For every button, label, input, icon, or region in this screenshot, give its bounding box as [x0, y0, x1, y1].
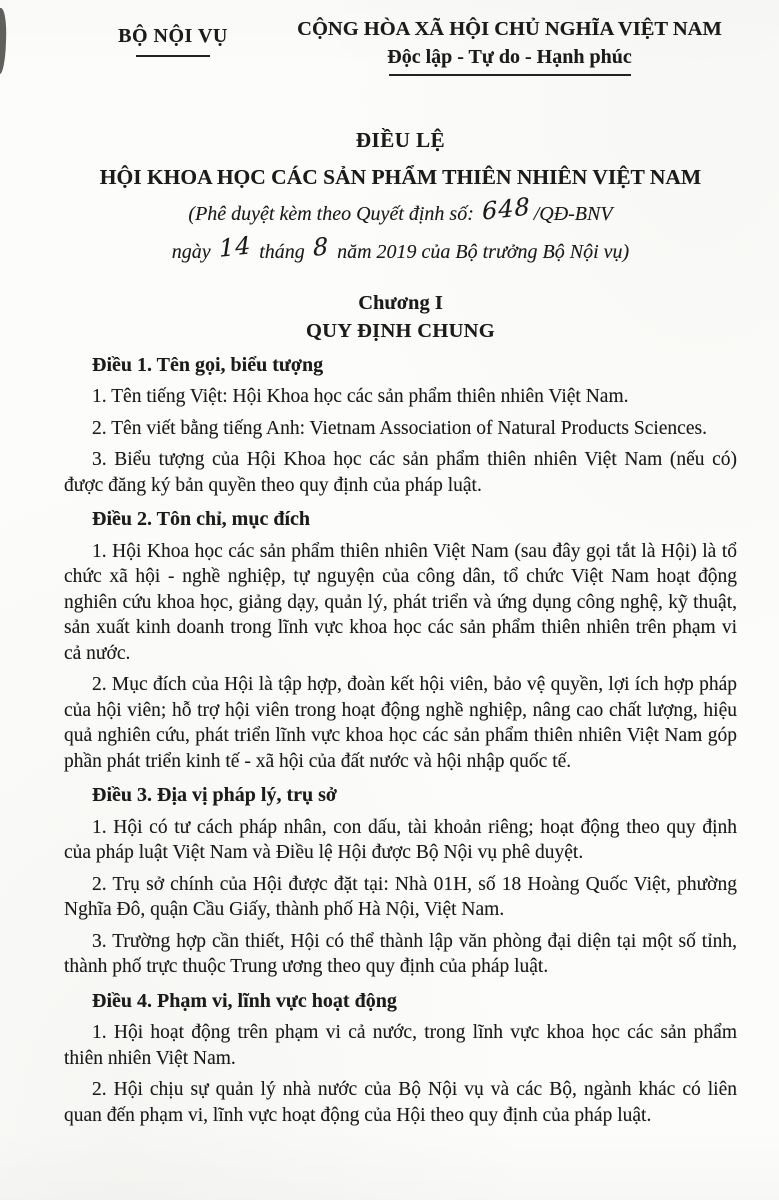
agency-name: BỘ NỘI VỤ — [118, 25, 228, 47]
document-body — [64, 353, 737, 1129]
approval-prefix: (Phê duyệt kèm theo Quyết định số: — [188, 202, 479, 225]
chapter-name: QUY ĐỊNH CHUNG — [305, 319, 496, 342]
organization-name: HỘI KHOA HỌC CÁC SẢN PHẨM THIÊN NHIÊN VIỆT NAM — [99, 164, 702, 189]
scan-artifact — [0, 8, 7, 74]
article-1-heading: Điều 1. Tên gọi, biểu tượng — [92, 353, 324, 376]
article-paragraph: 1. Hội hoạt động trên phạm vi cả nước, trong lĩnh vực khoa học các sản phẩm thiên nhiên Việt Nam. — [64, 1022, 737, 1069]
article-paragraph: 2. Mục đích của Hội là tập hợp, đoàn kết hội viên, bảo vệ quyền, lợi ích hợp pháp của hội viên; hỗ trợ hội viên trong hoạt động nghề nghiệp, nâng cao chất lượng, hiệu quả nghiên cứu, phát triển lĩnh vực khoa học các sản phẩm thiên nhiên Việt Nam góp phần phát triển kinh tế - xã hội của đất nước và hội nhập quốc tế. — [64, 674, 737, 772]
document-type: ĐIỀU LỆ — [355, 127, 446, 152]
date-suffix: năm 2019 của Bộ trưởng Bộ Nội vụ) — [332, 240, 630, 263]
handwritten-day: 14 — [218, 231, 252, 263]
motto-underline — [389, 74, 631, 76]
handwritten-decision-number: 648 — [481, 191, 532, 226]
article-paragraph: 1. Hội Khoa học các sản phẩm thiên nhiên Việt Nam (sau đây gọi tắt là Hội) là tổ chức xã hội - nghề nghiệp, tự nguyện của công dân, tổ chức Việt Nam hoạt động nghiên cứu khoa học, giảng dạy, quản lý, phát triển và ứng dụng công nghệ, kỹ thuật, sản xuất kinh doanh trong lĩnh vực khoa học các sản phẩm thiên nhiên trên phạm vi cả nước. — [64, 540, 737, 664]
national-header-block — [282, 18, 737, 76]
approval-suffix: /QĐ-BNV — [533, 202, 613, 225]
article-paragraph: 3. Biểu tượng của Hội Khoa học các sản phẩm thiên nhiên Việt Nam (nếu có) được đăng ký bản quyền theo quy định của pháp luật. — [64, 449, 737, 496]
date-line — [64, 231, 737, 266]
issuing-agency-block — [64, 18, 282, 57]
document-title-block — [64, 128, 737, 266]
letterhead — [64, 18, 737, 76]
chapter-number: Chương I — [358, 291, 443, 314]
article-paragraph: 3. Trường hợp cần thiết, Hội có thể thành lập văn phòng đại diện tại một số tỉnh, thành phố trực thuộc Trung ương theo quy định của pháp luật. — [64, 930, 737, 978]
agency-underline — [136, 55, 210, 57]
chapter-block — [64, 292, 737, 343]
handwritten-month: 8 — [312, 231, 330, 262]
article-paragraph: 1. Tên tiếng Việt: Hội Khoa học các sản phẩm thiên nhiên Việt Nam. — [92, 386, 629, 408]
article-paragraph: 2. Trụ sở chính của Hội được đặt tại: Nhà 01H, số 18 Hoàng Quốc Việt, phường Nghĩa Đô, quận Cầu Giấy, thành phố Hà Nội, Việt Nam. — [64, 873, 737, 921]
article-3-heading: Điều 3. Địa vị pháp lý, trụ sở — [92, 784, 337, 807]
article-paragraph: 1. Hội có tư cách pháp nhân, con dấu, tài khoản riêng; hoạt động theo quy định của pháp luật Việt Nam và Điều lệ Hội được Bộ Nội vụ phê duyệt. — [64, 816, 737, 864]
article-4-heading: Điều 4. Phạm vi, lĩnh vực hoạt động — [92, 989, 397, 1012]
date-prefix: ngày — [171, 240, 216, 263]
republic-line: CỘNG HÒA XÃ HỘI CHỦ NGHĨA VIỆT NAM — [297, 18, 722, 40]
date-mid: tháng — [254, 240, 310, 263]
motto-line: Độc lập - Tự do - Hạnh phúc — [387, 45, 632, 68]
approval-line — [64, 191, 737, 228]
article-paragraph: 2. Hội chịu sự quản lý nhà nước của Bộ Nội vụ và các Bộ, ngành khác có liên quan đến phạm vi, lĩnh vực hoạt động của Hội theo quy định của pháp luật. — [64, 1079, 737, 1126]
article-paragraph: 2. Tên viết bằng tiếng Anh: Vietnam Association of Natural Products Sciences. — [92, 417, 707, 439]
article-2-heading: Điều 2. Tôn chỉ, mục đích — [92, 508, 310, 531]
